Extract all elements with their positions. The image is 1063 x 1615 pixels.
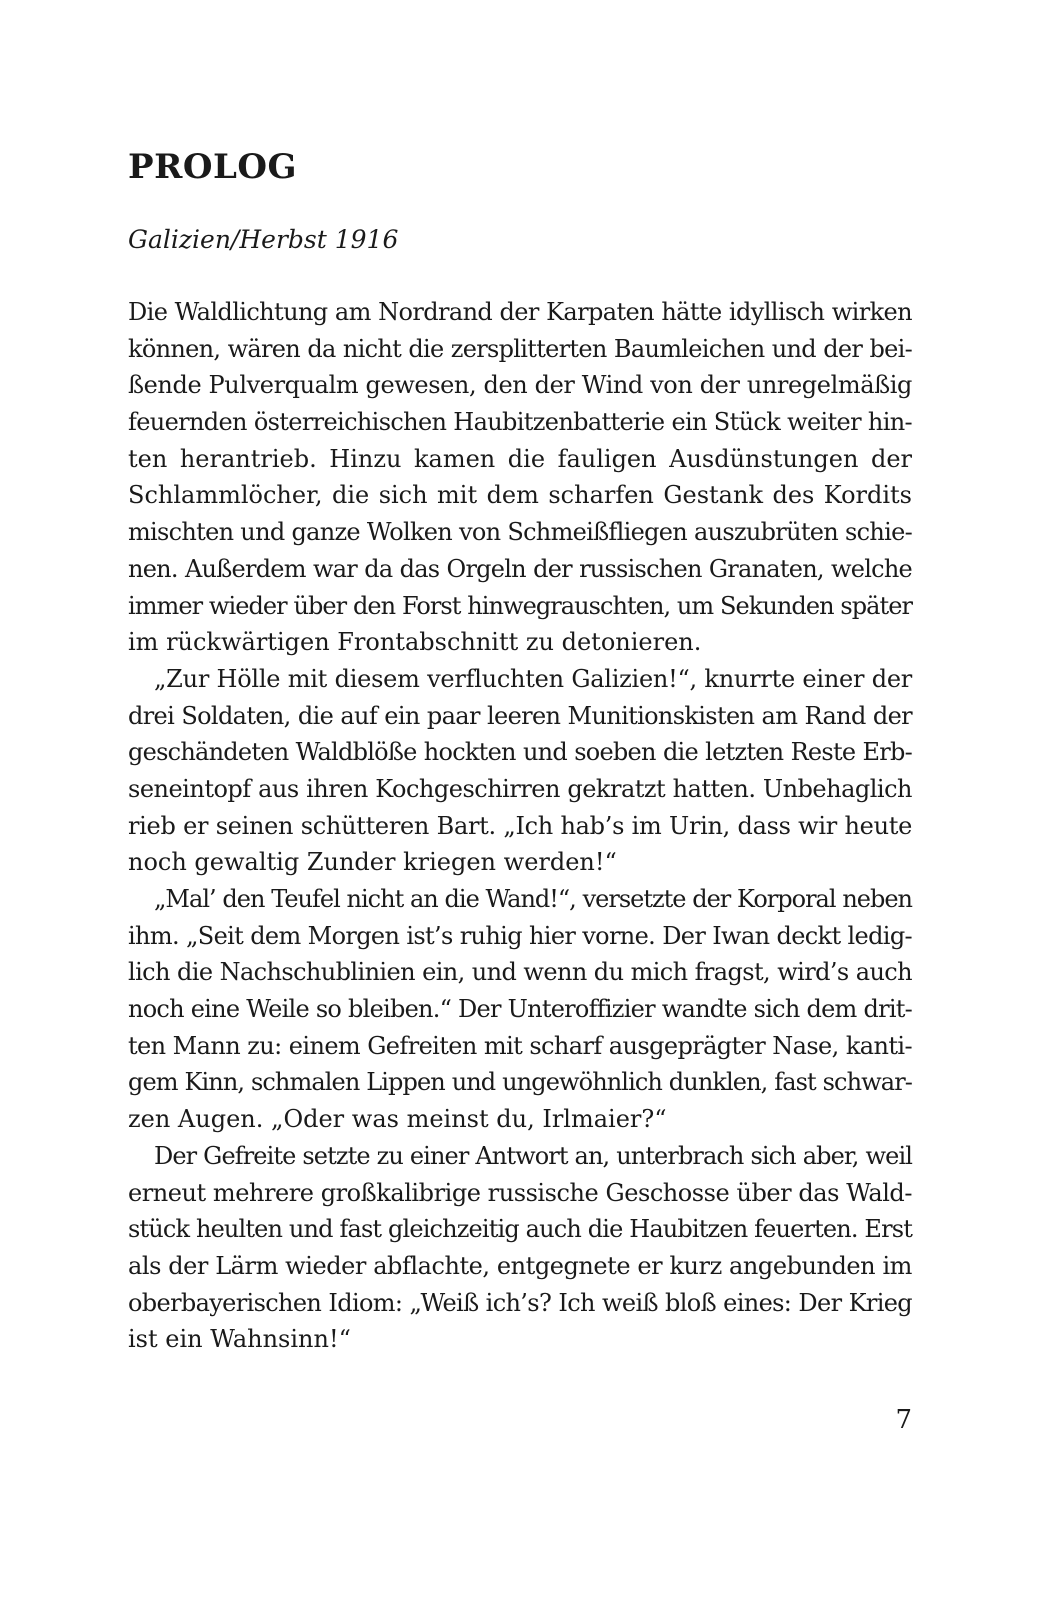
text-line: ihm. „Seit dem Morgen ist’s ruhig hier vorne. Der Iwan deckt ledig-	[128, 921, 912, 950]
text-line: noch eine Weile so bleiben.“ Der Unteroffizier wandte sich dem drit-	[128, 995, 912, 1024]
text-line: mischten und ganze Wolken von Schmeißfliegen auszubrüten schie-	[128, 518, 912, 547]
text-line: lich die Nachschublinien ein, und wenn du mich fragst, wird’s auch	[128, 958, 912, 987]
text-line: nen. Außerdem war da das Orgeln der russischen Granaten, welche	[128, 554, 912, 583]
paragraph	[128, 881, 912, 1138]
text-line: ßende Pulverqualm gewesen, den der Wind von der unregelmäßig	[128, 371, 912, 400]
body-text	[128, 294, 912, 1358]
text-line: gem Kinn, schmalen Lippen und ungewöhnlich dunklen, fast schwar-	[128, 1068, 912, 1097]
text-line: können, wären da nicht die zersplitterten Baumleichen und der bei-	[128, 334, 912, 363]
paragraph	[128, 661, 912, 881]
page-number: 7	[895, 1405, 912, 1435]
text-line: feuernden österreichischen Haubitzenbatterie ein Stück weiter hin-	[128, 408, 912, 437]
text-line: geschändeten Waldblöße hockten und soeben die letzten Reste Erb-	[128, 738, 912, 767]
text-line: Schlammlöcher, die sich mit dem scharfen Gestank des Kordits	[128, 481, 912, 510]
text-line: „Mal’ den Teufel nicht an die Wand!“, versetzte der Korporal neben	[154, 885, 912, 913]
text-line: zen Augen. „Oder was meinst du, Irlmaier?“	[128, 1105, 667, 1134]
text-line: stück heulten und fast gleichzeitig auch die Haubitzen feuerten. Erst	[128, 1215, 912, 1244]
chapter-title: PROLOG	[128, 147, 297, 187]
text-line: oberbayerischen Idiom: „Weiß ich’s? Ich weiß bloß eines: Der Krieg	[128, 1288, 912, 1317]
text-line: erneut mehrere großkalibrige russische Geschosse über das Wald-	[128, 1178, 912, 1207]
text-line: Der Gefreite setzte zu einer Antwort an, unterbrach sich aber, weil	[154, 1141, 912, 1170]
text-line: ten Mann zu: einem Gefreiten mit scharf ausgeprägter Nase, kanti-	[128, 1031, 912, 1060]
text-line: immer wieder über den Forst hinwegrauschten, um Sekunden später	[128, 591, 912, 620]
text-line: seneintopf aus ihren Kochgeschirren gekratzt hatten. Unbehaglich	[128, 774, 912, 803]
text-line: noch gewaltig Zunder kriegen werden!“	[128, 848, 617, 877]
text-line: rieb er seinen schütteren Bart. „Ich hab’s im Urin, dass wir heute	[128, 811, 912, 840]
paragraph	[128, 1138, 912, 1358]
text-line: „Zur Hölle mit diesem verfluchten Galizien!“, knurrte einer der	[154, 664, 912, 693]
text-line: als der Lärm wieder abflachte, entgegnete er kurz angebunden im	[128, 1251, 912, 1280]
text-line: drei Soldaten, die auf ein paar leeren Munitionskisten am Rand der	[128, 701, 912, 730]
text-line: ten herantrieb. Hinzu kamen die fauligen Ausdünstungen der	[128, 444, 912, 473]
chapter-subtitle: Galizien/Herbst 1916	[128, 225, 399, 254]
text-line: Die Waldlichtung am Nordrand der Karpaten hätte idyllisch wirken	[128, 298, 912, 326]
text-line: im rückwärtigen Frontabschnitt zu detonieren.	[128, 628, 702, 657]
paragraph	[128, 294, 912, 661]
text-line: ist ein Wahnsinn!“	[128, 1325, 351, 1354]
